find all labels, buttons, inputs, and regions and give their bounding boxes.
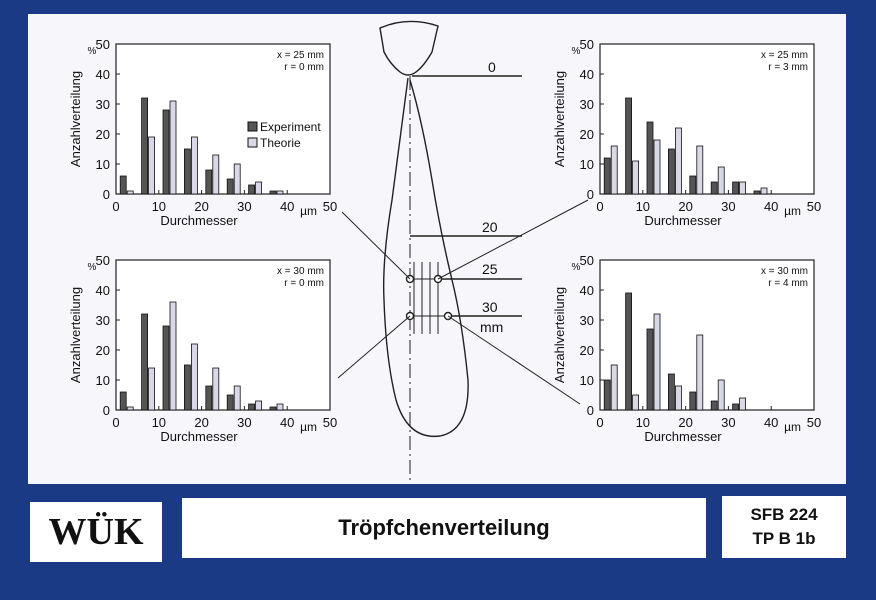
bar-experiment [184,149,190,194]
bar-theorie [256,401,262,410]
x-tick-label: 30 [721,415,736,430]
bar-theorie [740,398,746,410]
nozzle-shape [380,21,438,75]
y-tick-label: 40 [579,67,594,82]
bar-theorie [149,137,155,194]
bar-experiment [647,122,653,194]
bar-theorie [654,314,660,410]
x-axis-label: Durchmesser [644,429,722,444]
y-axis-label: Anzahlverteilung [68,70,83,168]
y-tick-label: 20 [579,343,594,358]
x-tick-label: 30 [237,199,252,214]
bar-experiment [163,326,169,410]
bar-experiment [206,170,212,194]
bar-experiment [270,191,276,194]
bar-theorie [213,368,219,410]
connector-top-left [342,212,410,279]
legend-swatch-experiment [248,122,257,131]
y-tick-label: 30 [579,97,594,112]
x-axis-label: Durchmesser [160,213,238,228]
bar-theorie [697,146,703,194]
bar-experiment [668,149,674,194]
y-tick-label: 40 [95,67,110,82]
x-tick-label: 50 [322,415,338,430]
y-tick-label: 20 [579,127,594,142]
bar-experiment [227,179,233,194]
x-tick-label: 10 [635,199,651,214]
y-tick-label: 10 [95,373,110,388]
y-unit-label: % [571,46,581,57]
chart-top-right [552,37,821,228]
connector-top-right [438,200,588,279]
level-label-0: 0 [488,59,496,75]
x-tick-label: 20 [678,415,693,430]
y-tick-label: 0 [586,403,594,418]
chart-bottom-right [552,253,821,444]
chart-top-left [68,37,337,228]
y-tick-label: 40 [95,283,110,298]
x-axis-label: Durchmesser [644,213,722,228]
bar-experiment [754,191,760,194]
x-unit-label: µm [300,420,318,434]
x-tick-label: 40 [763,415,779,430]
bar-experiment [206,386,212,410]
condition-annotation: x = 30 mm [761,266,808,277]
bar-experiment [711,182,717,194]
x-tick-label: 10 [151,415,167,430]
bar-experiment [142,314,148,410]
legend-label-experiment: Experiment [260,120,321,134]
y-tick-label: 40 [579,283,594,298]
bar-theorie [277,404,283,410]
x-tick-label: 0 [112,199,120,214]
x-tick-label: 30 [721,199,736,214]
project-code-line-2: TP B 1b [752,529,816,548]
bar-theorie [675,128,681,194]
legend-swatch-theorie [248,138,257,147]
y-tick-label: 10 [579,157,594,172]
x-tick-label: 50 [322,199,338,214]
legend-label-theorie: Theorie [260,136,301,150]
condition-annotation: x = 25 mm [761,50,808,61]
x-tick-label: 10 [151,199,167,214]
y-tick-label: 20 [95,343,110,358]
y-tick-label: 0 [102,403,110,418]
x-tick-label: 0 [596,415,604,430]
x-tick-label: 20 [194,415,209,430]
x-unit-label: µm [784,204,802,218]
y-tick-label: 20 [95,127,110,142]
y-tick-label: 30 [95,313,110,328]
page-title: Tröpfchenverteilung [182,498,706,558]
bar-experiment [668,374,674,410]
bar-theorie [191,344,197,410]
condition-annotation: x = 25 mm [277,50,324,61]
bar-theorie [170,302,176,410]
x-tick-label: 30 [237,415,252,430]
y-tick-label: 30 [95,97,110,112]
bar-theorie [761,188,767,194]
bar-theorie [633,395,639,410]
y-axis-label: Anzahlverteilung [552,70,567,168]
bar-theorie [256,182,262,194]
bar-theorie [633,161,639,194]
y-tick-label: 50 [95,253,110,268]
measurement-grid [410,262,448,334]
bar-experiment [604,380,610,410]
wuek-logo: WÜK [30,502,162,562]
bar-theorie [149,368,155,410]
y-unit-label: % [571,262,581,273]
x-tick-label: 40 [279,415,295,430]
bar-experiment [227,395,233,410]
y-unit-label: % [87,262,97,273]
bar-experiment [711,401,717,410]
y-tick-label: 10 [579,373,594,388]
bar-experiment [270,407,276,410]
bar-theorie [191,137,197,194]
condition-annotation: r = 0 mm [284,62,324,73]
bar-experiment [626,293,632,410]
x-tick-label: 0 [596,199,604,214]
bar-experiment [120,176,126,194]
bar-theorie [611,146,617,194]
bar-theorie [234,164,240,194]
x-tick-label: 50 [806,415,822,430]
bar-theorie [697,335,703,410]
y-axis-label: Anzahlverteilung [552,286,567,384]
level-label-25: 25 [482,261,498,277]
bar-experiment [142,98,148,194]
connector-bottom-left [338,316,410,378]
condition-annotation: x = 30 mm [277,266,324,277]
y-tick-label: 50 [579,37,594,52]
bar-experiment [249,404,255,410]
x-tick-label: 40 [279,199,295,214]
spray-outline [384,78,468,436]
x-tick-label: 20 [678,199,693,214]
level-label-30: 30 [482,299,498,315]
level-label-20: 20 [482,219,498,235]
x-tick-label: 10 [635,415,651,430]
x-tick-label: 50 [806,199,822,214]
y-unit-label: % [87,46,97,57]
x-unit-label: µm [784,420,802,434]
bar-theorie [213,155,219,194]
spray-schematic [338,21,588,480]
bar-experiment [733,404,739,410]
y-tick-label: 50 [579,253,594,268]
bar-theorie [740,182,746,194]
bar-experiment [690,392,696,410]
y-axis-label: Anzahlverteilung [68,286,83,384]
project-code-box [722,496,846,558]
x-tick-label: 0 [112,415,120,430]
bar-experiment [184,365,190,410]
condition-annotation: r = 0 mm [284,278,324,289]
bar-theorie [127,191,133,194]
y-tick-label: 10 [95,157,110,172]
bar-theorie [611,365,617,410]
bar-theorie [718,167,724,194]
x-axis-label: Durchmesser [160,429,238,444]
y-tick-label: 50 [95,37,110,52]
x-tick-label: 40 [763,199,779,214]
level-unit-label: mm [480,319,504,335]
y-tick-label: 0 [586,187,594,202]
y-tick-label: 30 [579,313,594,328]
y-tick-label: 0 [102,187,110,202]
bar-theorie [675,386,681,410]
bar-experiment [163,110,169,194]
bar-experiment [604,158,610,194]
bar-theorie [654,140,660,194]
bar-experiment [249,185,255,194]
bar-experiment [690,176,696,194]
x-tick-label: 20 [194,199,209,214]
bar-experiment [626,98,632,194]
bar-experiment [120,392,126,410]
bar-experiment [733,182,739,194]
bar-theorie [718,380,724,410]
condition-annotation: r = 3 mm [768,62,808,73]
condition-annotation: r = 4 mm [768,278,808,289]
bar-experiment [647,329,653,410]
bar-theorie [277,191,283,194]
bar-theorie [127,407,133,410]
bar-theorie [234,386,240,410]
x-unit-label: µm [300,204,318,218]
chart-bottom-left [68,253,337,444]
bar-theorie [170,101,176,194]
project-code-line-1: SFB 224 [750,505,818,524]
